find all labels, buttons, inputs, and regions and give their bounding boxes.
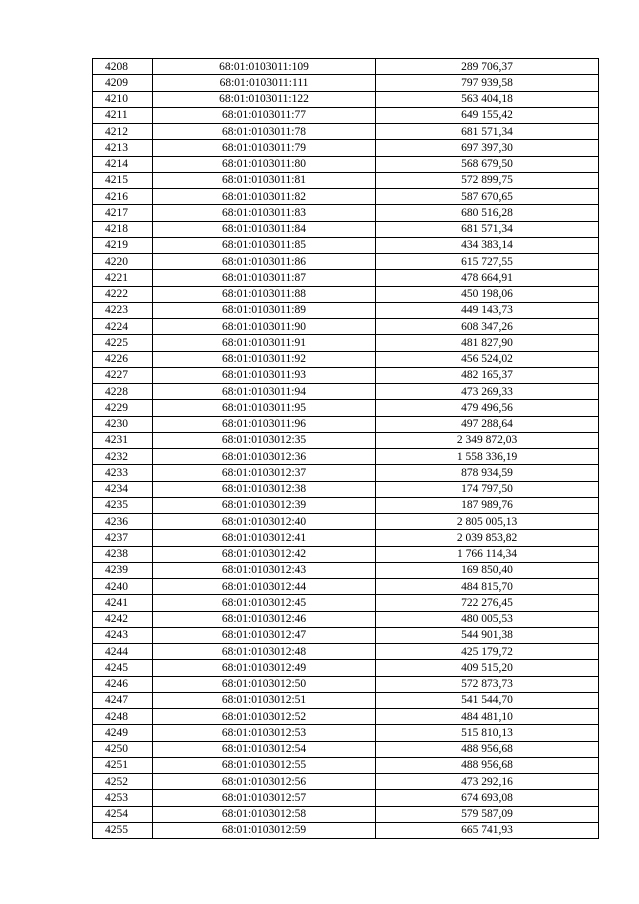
cadastral-value-cell: 497 288,64 xyxy=(376,416,599,432)
table-row xyxy=(93,627,599,643)
cadastral-number-cell: 68:01:0103011:92 xyxy=(153,351,376,367)
cadastral-value-cell: 674 693,08 xyxy=(376,790,599,806)
cadastral-value-cell: 665 741,93 xyxy=(376,822,599,838)
cadastral-number-cell: 68:01:0103011:86 xyxy=(153,254,376,270)
table-row xyxy=(93,140,599,156)
cadastral-number-cell: 68:01:0103012:36 xyxy=(153,449,376,465)
cadastral-number-cell: 68:01:0103012:43 xyxy=(153,562,376,578)
row-number-cell: 4246 xyxy=(93,676,153,692)
cadastral-value-table xyxy=(92,58,599,839)
cadastral-value-cell: 544 901,38 xyxy=(376,627,599,643)
cadastral-value-cell: 481 827,90 xyxy=(376,335,599,351)
cadastral-value-cell: 563 404,18 xyxy=(376,91,599,107)
row-number-cell: 4239 xyxy=(93,562,153,578)
table-row xyxy=(93,335,599,351)
row-number-cell: 4221 xyxy=(93,270,153,286)
cadastral-number-cell: 68:01:0103011:91 xyxy=(153,335,376,351)
cadastral-number-cell: 68:01:0103012:48 xyxy=(153,644,376,660)
row-number-cell: 4225 xyxy=(93,335,153,351)
cadastral-number-cell: 68:01:0103012:38 xyxy=(153,481,376,497)
row-number-cell: 4245 xyxy=(93,660,153,676)
table-row xyxy=(93,465,599,481)
table-body xyxy=(93,59,599,839)
cadastral-value-cell: 878 934,59 xyxy=(376,465,599,481)
cadastral-number-cell: 68:01:0103011:78 xyxy=(153,124,376,140)
cadastral-value-cell: 572 899,75 xyxy=(376,172,599,188)
table-row xyxy=(93,595,599,611)
table-row xyxy=(93,59,599,75)
cadastral-value-cell: 697 397,30 xyxy=(376,140,599,156)
table-row xyxy=(93,107,599,123)
cadastral-value-cell: 608 347,26 xyxy=(376,319,599,335)
row-number-cell: 4230 xyxy=(93,416,153,432)
cadastral-number-cell: 68:01:0103011:82 xyxy=(153,189,376,205)
table-row xyxy=(93,367,599,383)
row-number-cell: 4222 xyxy=(93,286,153,302)
table-row xyxy=(93,709,599,725)
table-row xyxy=(93,189,599,205)
row-number-cell: 4243 xyxy=(93,627,153,643)
cadastral-value-cell: 169 850,40 xyxy=(376,562,599,578)
cadastral-number-cell: 68:01:0103012:37 xyxy=(153,465,376,481)
cadastral-value-cell: 449 143,73 xyxy=(376,302,599,318)
table-row xyxy=(93,91,599,107)
table-row xyxy=(93,254,599,270)
cadastral-value-cell: 479 496,56 xyxy=(376,400,599,416)
cadastral-value-cell: 480 005,53 xyxy=(376,611,599,627)
table-row xyxy=(93,562,599,578)
row-number-cell: 4212 xyxy=(93,124,153,140)
cadastral-value-cell: 2 805 005,13 xyxy=(376,514,599,530)
table-row xyxy=(93,270,599,286)
cadastral-value-cell: 478 664,91 xyxy=(376,270,599,286)
table-row xyxy=(93,156,599,172)
cadastral-number-cell: 68:01:0103012:44 xyxy=(153,579,376,595)
cadastral-value-cell: 2 039 853,82 xyxy=(376,530,599,546)
table-row xyxy=(93,481,599,497)
cadastral-number-cell: 68:01:0103011:83 xyxy=(153,205,376,221)
table-row xyxy=(93,774,599,790)
table-row xyxy=(93,400,599,416)
cadastral-value-cell: 681 571,34 xyxy=(376,221,599,237)
cadastral-number-cell: 68:01:0103011:111 xyxy=(153,75,376,91)
row-number-cell: 4247 xyxy=(93,692,153,708)
cadastral-number-cell: 68:01:0103011:90 xyxy=(153,319,376,335)
row-number-cell: 4252 xyxy=(93,774,153,790)
row-number-cell: 4238 xyxy=(93,546,153,562)
cadastral-value-cell: 568 679,50 xyxy=(376,156,599,172)
row-number-cell: 4232 xyxy=(93,449,153,465)
cadastral-value-cell: 187 989,76 xyxy=(376,497,599,513)
cadastral-number-cell: 68:01:0103011:80 xyxy=(153,156,376,172)
row-number-cell: 4229 xyxy=(93,400,153,416)
cadastral-value-cell: 541 544,70 xyxy=(376,692,599,708)
row-number-cell: 4255 xyxy=(93,822,153,838)
row-number-cell: 4227 xyxy=(93,367,153,383)
row-number-cell: 4236 xyxy=(93,514,153,530)
cadastral-value-cell: 473 269,33 xyxy=(376,384,599,400)
row-number-cell: 4250 xyxy=(93,741,153,757)
row-number-cell: 4254 xyxy=(93,806,153,822)
cadastral-value-cell: 587 670,65 xyxy=(376,189,599,205)
row-number-cell: 4241 xyxy=(93,595,153,611)
table-row xyxy=(93,692,599,708)
cadastral-value-cell: 722 276,45 xyxy=(376,595,599,611)
cadastral-number-cell: 68:01:0103011:87 xyxy=(153,270,376,286)
table-row xyxy=(93,676,599,692)
table-row xyxy=(93,221,599,237)
cadastral-number-cell: 68:01:0103012:58 xyxy=(153,806,376,822)
row-number-cell: 4237 xyxy=(93,530,153,546)
cadastral-value-cell: 615 727,55 xyxy=(376,254,599,270)
row-number-cell: 4240 xyxy=(93,579,153,595)
cadastral-value-cell: 425 179,72 xyxy=(376,644,599,660)
table-row xyxy=(93,351,599,367)
row-number-cell: 4224 xyxy=(93,319,153,335)
cadastral-number-cell: 68:01:0103011:81 xyxy=(153,172,376,188)
table-row xyxy=(93,546,599,562)
cadastral-value-cell: 484 481,10 xyxy=(376,709,599,725)
row-number-cell: 4235 xyxy=(93,497,153,513)
cadastral-number-cell: 68:01:0103011:85 xyxy=(153,237,376,253)
cadastral-number-cell: 68:01:0103011:79 xyxy=(153,140,376,156)
cadastral-number-cell: 68:01:0103012:40 xyxy=(153,514,376,530)
cadastral-number-cell: 68:01:0103012:57 xyxy=(153,790,376,806)
row-number-cell: 4244 xyxy=(93,644,153,660)
row-number-cell: 4218 xyxy=(93,221,153,237)
cadastral-value-cell: 2 349 872,03 xyxy=(376,432,599,448)
cadastral-value-cell: 450 198,06 xyxy=(376,286,599,302)
row-number-cell: 4228 xyxy=(93,384,153,400)
row-number-cell: 4249 xyxy=(93,725,153,741)
row-number-cell: 4226 xyxy=(93,351,153,367)
table-row xyxy=(93,416,599,432)
cadastral-number-cell: 68:01:0103011:96 xyxy=(153,416,376,432)
cadastral-value-cell: 473 292,16 xyxy=(376,774,599,790)
cadastral-value-cell: 681 571,34 xyxy=(376,124,599,140)
row-number-cell: 4217 xyxy=(93,205,153,221)
cadastral-number-cell: 68:01:0103012:54 xyxy=(153,741,376,757)
cadastral-value-cell: 488 956,68 xyxy=(376,757,599,773)
table-row xyxy=(93,497,599,513)
cadastral-value-cell: 484 815,70 xyxy=(376,579,599,595)
cadastral-number-cell: 68:01:0103011:122 xyxy=(153,91,376,107)
table-row xyxy=(93,172,599,188)
table-row xyxy=(93,806,599,822)
cadastral-number-cell: 68:01:0103011:84 xyxy=(153,221,376,237)
row-number-cell: 4209 xyxy=(93,75,153,91)
cadastral-number-cell: 68:01:0103012:41 xyxy=(153,530,376,546)
row-number-cell: 4231 xyxy=(93,432,153,448)
row-number-cell: 4233 xyxy=(93,465,153,481)
cadastral-number-cell: 68:01:0103012:56 xyxy=(153,774,376,790)
row-number-cell: 4223 xyxy=(93,302,153,318)
row-number-cell: 4215 xyxy=(93,172,153,188)
cadastral-value-cell: 649 155,42 xyxy=(376,107,599,123)
cadastral-number-cell: 68:01:0103012:42 xyxy=(153,546,376,562)
cadastral-number-cell: 68:01:0103011:93 xyxy=(153,367,376,383)
row-number-cell: 4253 xyxy=(93,790,153,806)
cadastral-value-cell: 289 706,37 xyxy=(376,59,599,75)
cadastral-number-cell: 68:01:0103012:55 xyxy=(153,757,376,773)
table-row xyxy=(93,205,599,221)
row-number-cell: 4219 xyxy=(93,237,153,253)
table-row xyxy=(93,237,599,253)
cadastral-number-cell: 68:01:0103011:95 xyxy=(153,400,376,416)
cadastral-number-cell: 68:01:0103012:49 xyxy=(153,660,376,676)
cadastral-number-cell: 68:01:0103012:46 xyxy=(153,611,376,627)
table-row xyxy=(93,449,599,465)
table-row xyxy=(93,286,599,302)
cadastral-value-cell: 456 524,02 xyxy=(376,351,599,367)
row-number-cell: 4211 xyxy=(93,107,153,123)
table-row xyxy=(93,530,599,546)
cadastral-value-cell: 515 810,13 xyxy=(376,725,599,741)
table-row xyxy=(93,319,599,335)
cadastral-number-cell: 68:01:0103012:39 xyxy=(153,497,376,513)
table-row xyxy=(93,579,599,595)
cadastral-value-cell: 174 797,50 xyxy=(376,481,599,497)
cadastral-number-cell: 68:01:0103012:51 xyxy=(153,692,376,708)
cadastral-value-cell: 488 956,68 xyxy=(376,741,599,757)
row-number-cell: 4216 xyxy=(93,189,153,205)
row-number-cell: 4213 xyxy=(93,140,153,156)
cadastral-value-cell: 1 558 336,19 xyxy=(376,449,599,465)
table-row xyxy=(93,514,599,530)
table-row xyxy=(93,302,599,318)
cadastral-value-cell: 579 587,09 xyxy=(376,806,599,822)
cadastral-number-cell: 68:01:0103012:50 xyxy=(153,676,376,692)
row-number-cell: 4251 xyxy=(93,757,153,773)
cadastral-number-cell: 68:01:0103012:53 xyxy=(153,725,376,741)
row-number-cell: 4234 xyxy=(93,481,153,497)
table-row xyxy=(93,660,599,676)
cadastral-number-cell: 68:01:0103011:94 xyxy=(153,384,376,400)
table-row xyxy=(93,725,599,741)
row-number-cell: 4214 xyxy=(93,156,153,172)
cadastral-number-cell: 68:01:0103012:59 xyxy=(153,822,376,838)
table-row xyxy=(93,611,599,627)
row-number-cell: 4210 xyxy=(93,91,153,107)
cadastral-value-cell: 434 383,14 xyxy=(376,237,599,253)
cadastral-value-cell: 482 165,37 xyxy=(376,367,599,383)
cadastral-value-cell: 572 873,73 xyxy=(376,676,599,692)
cadastral-number-cell: 68:01:0103011:109 xyxy=(153,59,376,75)
table-row xyxy=(93,822,599,838)
row-number-cell: 4248 xyxy=(93,709,153,725)
cadastral-value-cell: 680 516,28 xyxy=(376,205,599,221)
table-row xyxy=(93,741,599,757)
table-row xyxy=(93,384,599,400)
cadastral-value-cell: 409 515,20 xyxy=(376,660,599,676)
row-number-cell: 4220 xyxy=(93,254,153,270)
cadastral-number-cell: 68:01:0103011:88 xyxy=(153,286,376,302)
table-row xyxy=(93,124,599,140)
cadastral-number-cell: 68:01:0103012:47 xyxy=(153,627,376,643)
cadastral-number-cell: 68:01:0103012:35 xyxy=(153,432,376,448)
cadastral-number-cell: 68:01:0103012:52 xyxy=(153,709,376,725)
table-row xyxy=(93,75,599,91)
row-number-cell: 4208 xyxy=(93,59,153,75)
cadastral-number-cell: 68:01:0103011:77 xyxy=(153,107,376,123)
cadastral-number-cell: 68:01:0103011:89 xyxy=(153,302,376,318)
table-row xyxy=(93,644,599,660)
row-number-cell: 4242 xyxy=(93,611,153,627)
cadastral-value-cell: 797 939,58 xyxy=(376,75,599,91)
cadastral-value-cell: 1 766 114,34 xyxy=(376,546,599,562)
table-row xyxy=(93,432,599,448)
table-row xyxy=(93,757,599,773)
cadastral-number-cell: 68:01:0103012:45 xyxy=(153,595,376,611)
table-row xyxy=(93,790,599,806)
